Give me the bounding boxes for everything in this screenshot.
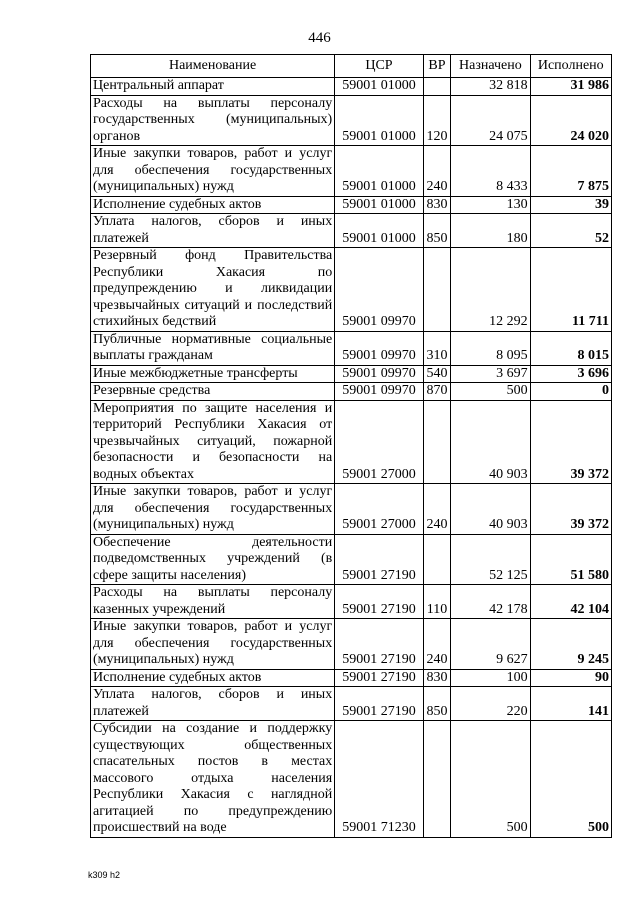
table-row bbox=[91, 585, 612, 619]
row-csr: 59001 01000 bbox=[335, 214, 424, 248]
row-csr: 59001 01000 bbox=[335, 78, 424, 96]
row-name: Иные закупки товаров, работ и услуг для обеспечения государственных (муниципальных) нужд bbox=[91, 146, 335, 197]
table-body bbox=[91, 78, 612, 838]
row-assigned: 9 627 bbox=[451, 619, 530, 670]
row-executed: 7 875 bbox=[530, 146, 611, 197]
row-executed: 11 711 bbox=[530, 248, 611, 332]
row-executed: 42 104 bbox=[530, 585, 611, 619]
header-csr: ЦСР bbox=[335, 55, 424, 78]
table-row bbox=[91, 484, 612, 535]
footer-code: k309 h2 bbox=[88, 870, 121, 880]
row-assigned: 52 125 bbox=[451, 534, 530, 585]
row-name: Исполнение судебных актов bbox=[91, 196, 335, 214]
row-executed: 3 696 bbox=[530, 365, 611, 383]
table-row bbox=[91, 95, 612, 146]
row-name: Резервные средства bbox=[91, 383, 335, 401]
row-executed: 39 bbox=[530, 196, 611, 214]
row-executed: 500 bbox=[530, 721, 611, 838]
row-assigned: 40 903 bbox=[451, 400, 530, 484]
row-name: Иные межбюджетные трансферты bbox=[91, 365, 335, 383]
row-name: Уплата налогов, сборов и иных платежей bbox=[91, 214, 335, 248]
table-row bbox=[91, 146, 612, 197]
header-vr: ВР bbox=[423, 55, 450, 78]
row-csr: 59001 27190 bbox=[335, 619, 424, 670]
row-assigned: 3 697 bbox=[451, 365, 530, 383]
row-executed: 141 bbox=[530, 687, 611, 721]
row-vr bbox=[423, 721, 450, 838]
row-executed: 90 bbox=[530, 669, 611, 687]
table-row bbox=[91, 196, 612, 214]
row-vr bbox=[423, 534, 450, 585]
row-csr: 59001 09970 bbox=[335, 383, 424, 401]
row-vr: 540 bbox=[423, 365, 450, 383]
row-assigned: 500 bbox=[451, 721, 530, 838]
row-name: Иные закупки товаров, работ и услуг для обеспечения государственных (муниципальных) нужд bbox=[91, 484, 335, 535]
row-name: Центральный аппарат bbox=[91, 78, 335, 96]
page-number: 446 bbox=[308, 30, 331, 46]
table-row bbox=[91, 619, 612, 670]
row-assigned: 8 433 bbox=[451, 146, 530, 197]
row-vr: 870 bbox=[423, 383, 450, 401]
row-assigned: 500 bbox=[451, 383, 530, 401]
table-row bbox=[91, 214, 612, 248]
row-executed: 9 245 bbox=[530, 619, 611, 670]
row-vr: 240 bbox=[423, 146, 450, 197]
table-row bbox=[91, 400, 612, 484]
row-name: Публичные нормативные социальные выплаты гражданам bbox=[91, 331, 335, 365]
row-vr: 240 bbox=[423, 619, 450, 670]
row-name: Мероприятия по защите населения и территорий Республики Хакасия от чрезвычайных ситуаций, пожарной безопасности и безопасности на водных объектах bbox=[91, 400, 335, 484]
row-csr: 59001 27000 bbox=[335, 400, 424, 484]
table-row bbox=[91, 721, 612, 838]
row-vr: 830 bbox=[423, 669, 450, 687]
row-executed: 51 580 bbox=[530, 534, 611, 585]
row-vr: 850 bbox=[423, 687, 450, 721]
row-vr bbox=[423, 400, 450, 484]
table-row bbox=[91, 687, 612, 721]
row-vr bbox=[423, 78, 450, 96]
row-executed: 24 020 bbox=[530, 95, 611, 146]
row-name: Расходы на выплаты персоналу государственных (муниципальных) органов bbox=[91, 95, 335, 146]
row-assigned: 24 075 bbox=[451, 95, 530, 146]
row-vr: 830 bbox=[423, 196, 450, 214]
row-name: Резервный фонд Правительства Республики Хакасия по предупреждению и ликвидации чрезвычайных ситуаций и последствий стихийных бедствий bbox=[91, 248, 335, 332]
row-csr: 59001 09970 bbox=[335, 331, 424, 365]
table-row bbox=[91, 669, 612, 687]
row-vr: 240 bbox=[423, 484, 450, 535]
row-executed: 8 015 bbox=[530, 331, 611, 365]
row-assigned: 130 bbox=[451, 196, 530, 214]
budget-table bbox=[90, 54, 612, 838]
row-name: Расходы на выплаты персоналу казенных учреждений bbox=[91, 585, 335, 619]
row-vr: 110 bbox=[423, 585, 450, 619]
row-executed: 0 bbox=[530, 383, 611, 401]
row-csr: 59001 27190 bbox=[335, 585, 424, 619]
table-row bbox=[91, 534, 612, 585]
row-csr: 59001 09970 bbox=[335, 365, 424, 383]
row-csr: 59001 01000 bbox=[335, 95, 424, 146]
row-csr: 59001 27190 bbox=[335, 534, 424, 585]
header-executed: Исполнено bbox=[530, 55, 611, 78]
table-row bbox=[91, 331, 612, 365]
row-assigned: 40 903 bbox=[451, 484, 530, 535]
row-assigned: 32 818 bbox=[451, 78, 530, 96]
header-assigned: Назначено bbox=[451, 55, 530, 78]
row-csr: 59001 01000 bbox=[335, 146, 424, 197]
row-csr: 59001 01000 bbox=[335, 196, 424, 214]
table-row bbox=[91, 78, 612, 96]
row-name: Иные закупки товаров, работ и услуг для обеспечения государственных (муниципальных) нужд bbox=[91, 619, 335, 670]
row-name: Субсидии на создание и поддержку существующих общественных спасательных постов в местах массового отдыха населения Республики Хакасия с наглядной агитацией по предупреждению происшествий на воде bbox=[91, 721, 335, 838]
row-assigned: 180 bbox=[451, 214, 530, 248]
row-csr: 59001 27000 bbox=[335, 484, 424, 535]
row-assigned: 220 bbox=[451, 687, 530, 721]
row-vr: 850 bbox=[423, 214, 450, 248]
row-assigned: 12 292 bbox=[451, 248, 530, 332]
row-assigned: 100 bbox=[451, 669, 530, 687]
table-row bbox=[91, 383, 612, 401]
row-csr: 59001 71230 bbox=[335, 721, 424, 838]
row-csr: 59001 27190 bbox=[335, 687, 424, 721]
row-executed: 39 372 bbox=[530, 400, 611, 484]
row-assigned: 8 095 bbox=[451, 331, 530, 365]
table-header-row bbox=[91, 55, 612, 78]
row-vr: 310 bbox=[423, 331, 450, 365]
row-executed: 52 bbox=[530, 214, 611, 248]
row-executed: 31 986 bbox=[530, 78, 611, 96]
row-name: Уплата налогов, сборов и иных платежей bbox=[91, 687, 335, 721]
row-vr: 120 bbox=[423, 95, 450, 146]
table-row bbox=[91, 248, 612, 332]
row-executed: 39 372 bbox=[530, 484, 611, 535]
table-row bbox=[91, 365, 612, 383]
header-name: Наименование bbox=[91, 55, 335, 78]
row-name: Исполнение судебных актов bbox=[91, 669, 335, 687]
row-csr: 59001 27190 bbox=[335, 669, 424, 687]
row-csr: 59001 09970 bbox=[335, 248, 424, 332]
row-assigned: 42 178 bbox=[451, 585, 530, 619]
row-name: Обеспечение деятельности подведомственных учреждений (в сфере защиты населения) bbox=[91, 534, 335, 585]
row-vr bbox=[423, 248, 450, 332]
